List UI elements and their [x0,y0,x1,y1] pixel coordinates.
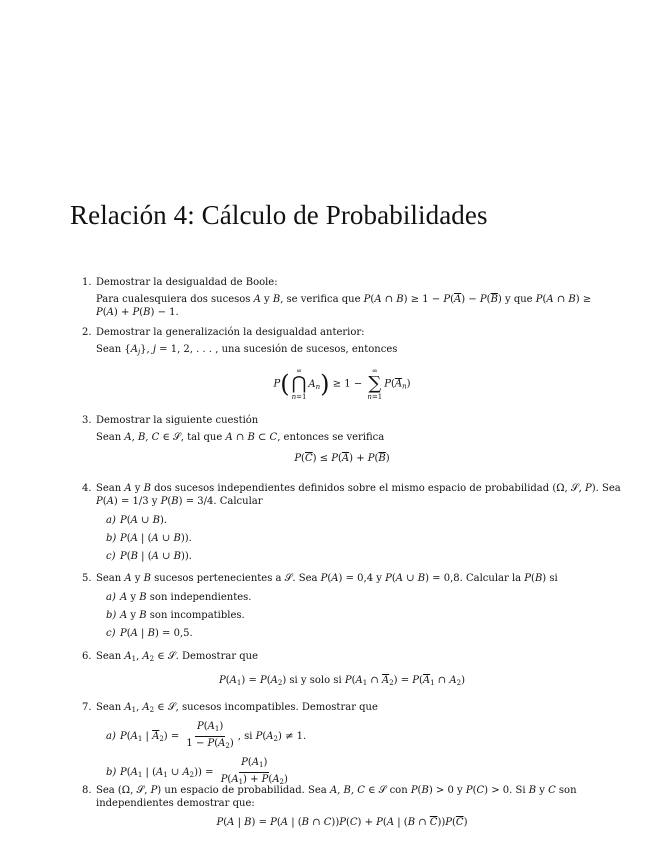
problem-number: 2. [82,327,92,338]
problem-number: 7. [82,702,92,713]
display-formula: P( ∞ ⋂ n=1 $A_n) \ge 1$ − ∞ ∑ n=1 $P(\overline{A}_n)$ [273,367,411,401]
problem-7 [82,701,588,793]
subquestion: c) P(B | (A ∪ B)). [106,551,192,562]
problem-8 [82,784,588,835]
problem-heading: Demostrar la desigualdad de Boole: [96,277,278,288]
problem-2 [82,326,588,407]
problem-statement: Sean $A_1$, $A_2$ ∈ 𝒮, sucesos incompatibles. Demostrar que [96,702,378,714]
problem-number: 8. [82,785,92,796]
problem-number: 6. [82,651,92,662]
problem-statement: Sean $\{A_j\}$, j = 1, 2, . . . , una sucesión de sucesos, entonces [96,344,398,356]
subquestion: a) $P(A_1$ | $\overline{A}_2$) = $\frac{P(A_1)}{1 - P(A_2)}$ , si $P(A_2) \ne 1$. [106,721,307,750]
problem-number: 5. [82,573,92,584]
problem-4 [82,482,621,568]
problem-6 [82,650,588,696]
subquestion: b) $P(A_1$ | ($A_1$ ∪ $A_2$)) = $\frac{P(A_1)}{P(A_1) + P(A_2)}$ [106,757,288,786]
problem-statement: Sea (Ω, 𝒮, P) un espacio de probabilidad. Sea A, B, C ∈ 𝒮 con P(B) > 0 y P(C) > 0. Si B y C son independientes demostrar que: [96,785,577,809]
subquestion: a) P(A ∪ B). [106,515,168,526]
subquestion: b) P(A | (A ∪ B)). [106,533,192,544]
problem-statement: Sean A, B, C ∈ 𝒮, tal que A ∩ B ⊂ C, entonces se verifica [96,432,385,443]
display-formula: $P(A_1) = P(A_2)$ si y solo si $P(A_1$ ∩ $\overline{A}_2) = P(\overline{A}_1$ ∩ $A_2$) [219,675,465,687]
subquestion: b) A y B son incompatibles. [106,610,245,621]
display-formula: P(A | B) = P(A | (B ∩ C))P(C) + P(A | (B ∩ $\overline{C}))P(\overline{C})$ [216,817,468,828]
display-formula: $P(\overline{C}) \le P(\overline{A}) + P(\overline{B})$ [294,453,390,464]
problem-5 [82,572,588,645]
problem-statement: Sean A y B sucesos pertenecientes a 𝒮. Sea P(A) = 0,4 y P(A ∪ B) = 0,8. Calcular la P(B) si [96,573,558,584]
problem-statement: Sean $A_1$, $A_2$ ∈ 𝒮. Demostrar que [96,651,259,663]
problem-3 [82,414,588,471]
subquestion-list [106,721,588,788]
problem-number: 4. [82,483,92,494]
subquestion-list [106,591,588,640]
subquestion: c) P(A | B) = 0,5. [106,628,193,639]
problem-statement: Para cualesquiera dos sucesos A y B, se verifica que P(A ∩ $B) \ge 1 - P(\overline{A}) - P(\overline{B})$ y que P(A ∩ B) ≥ P(A) + P(B) − 1. [96,294,592,318]
problem-number: 3. [82,415,92,426]
problem-1 [82,276,592,323]
problem-heading: Demostrar la siguiente cuestión [96,415,259,426]
problem-number: 1. [82,277,92,288]
subquestion-list [106,514,588,563]
problem-statement: Sean A y B dos sucesos independientes definidos sobre el mismo espacio de probabilidad (Ω, 𝒮, P). Sea P(A) = 1/3 y P(B) = 3/4. Calcular [96,483,621,507]
subquestion: a) A y B son independientes. [106,592,252,603]
page-title: Relación 4: Cálculo de Probabilidades [70,200,488,230]
problem-heading: Demostrar la generalización la desigualdad anterior: [96,327,365,338]
